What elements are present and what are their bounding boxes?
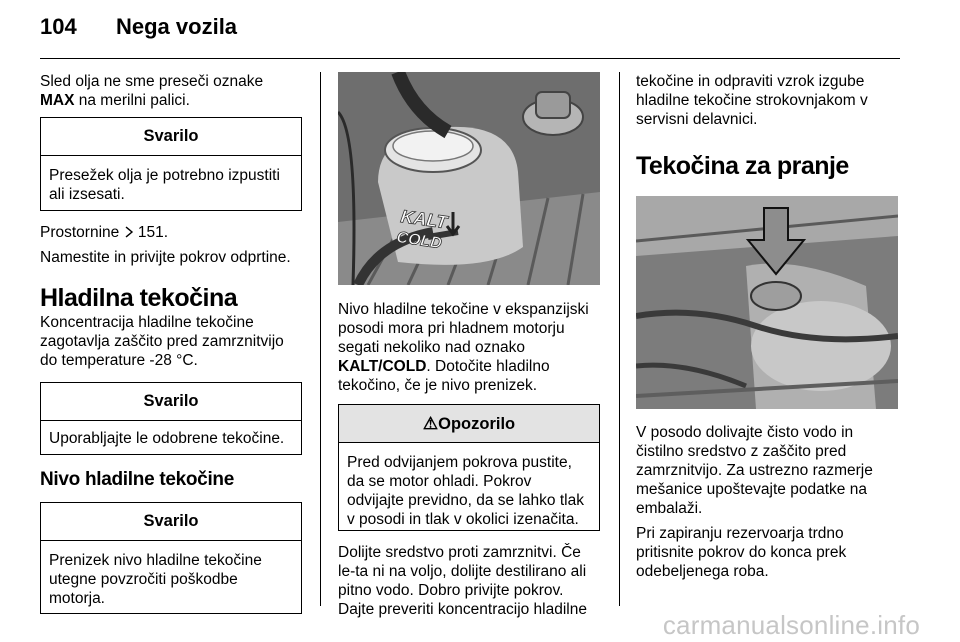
column-2 [338, 72, 600, 627]
washer-reservoir-illustration [636, 196, 898, 409]
arrow-ref-icon [124, 226, 134, 238]
coolant-paragraph: Koncentracija hladilne tekočine zagotavlja zaščito pred zamrznitvijo do temperature -28 °C. [40, 314, 284, 369]
coolant-level-paragraph: Nivo hladilne tekočine v ekspanzijski posodi mora pri hladnem motorju segati nekoliko nad oznako KALT/COLD. Dotočite hladilno tekočino, če je nivo prenizek. [338, 301, 589, 394]
max-mark: MAX [40, 92, 75, 109]
warning-header [339, 405, 599, 443]
close-cap-paragraph: Namestite in privijte pokrov odprtine. [40, 249, 291, 266]
caution-box-level [40, 502, 302, 614]
caution-text: Presežek olja je potrebno izpustiti ali izsesati. [49, 167, 280, 203]
warning-text: Pred odvijanjem pokrova pustite, da se motor ohladi. Pokrov odvijajte previdno, da se lahko tlak v posodi in tlak v okolici izenačita. [347, 454, 584, 528]
column-1 [40, 72, 302, 614]
warning-box [338, 404, 600, 531]
coolant-continued-paragraph: tekočine in odpraviti vzrok izgube hladilne tekočine strokovnjakom v servisni delavnici. [636, 73, 868, 128]
caution-title: Svarilo [41, 383, 301, 421]
caution-title: Svarilo [41, 503, 301, 541]
washer-fluid-heading: Tekočina za pranje [636, 152, 849, 180]
washer-close-paragraph: Pri zapiranju rezervoarja trdno pritisnite pokrov do konca prek odebeljenega roba. [636, 525, 847, 580]
caution-title: Svarilo [41, 118, 301, 156]
coolant-level-heading: Nivo hladilne tekočine [40, 469, 235, 490]
column-3 [636, 72, 898, 589]
page-title: Nega vozila [116, 14, 238, 39]
page-header [40, 14, 237, 40]
kalt-cold-mark: KALT/COLD [338, 358, 427, 375]
page-number: 104 [40, 14, 77, 39]
caution-text: Uporabljajte le odobrene tekočine. [49, 430, 285, 447]
column-divider-2 [619, 72, 620, 606]
warning-title: Opozorilo [438, 415, 516, 433]
washer-fill-paragraph: V posodo dolivajte čisto vodo in čistilno sredstvo z zaščito pred zamrznitvijo. Za ustrezno razmerje mešanice upoštevajte podatke na embalaži. [636, 424, 873, 517]
caution-box-coolant [40, 382, 302, 455]
coolant-heading: Hladilna tekočina [40, 284, 238, 312]
caution-text: Prenizek nivo hladilne tekočine utegne povzročiti poškodbe motorja. [49, 552, 262, 607]
caution-box-oil [40, 117, 302, 211]
cold-label: COLD [395, 229, 443, 253]
kalt-label: KALT [399, 206, 449, 233]
header-rule [40, 58, 900, 59]
column-divider-1 [320, 72, 321, 606]
watermark: carmanualsonline.info [662, 610, 920, 640]
oil-level-paragraph: Sled olja ne sme preseči oznake MAX na merilni palici. [40, 73, 264, 109]
warning-triangle-icon: ⚠ [422, 414, 439, 433]
antifreeze-paragraph: Dolijte sredstvo proti zamrznitvi. Če le-ta ni na voljo, dolijte destilirano ali pitno vodo. Dobro privijte pokrov. Dajte preveriti koncentracijo hladilne [338, 544, 587, 618]
coolant-reservoir-illustration [338, 72, 600, 285]
washer-reservoir-photo [636, 196, 898, 409]
capacities-reference: Prostornine 151. [40, 224, 169, 241]
coolant-reservoir-photo [338, 72, 600, 285]
